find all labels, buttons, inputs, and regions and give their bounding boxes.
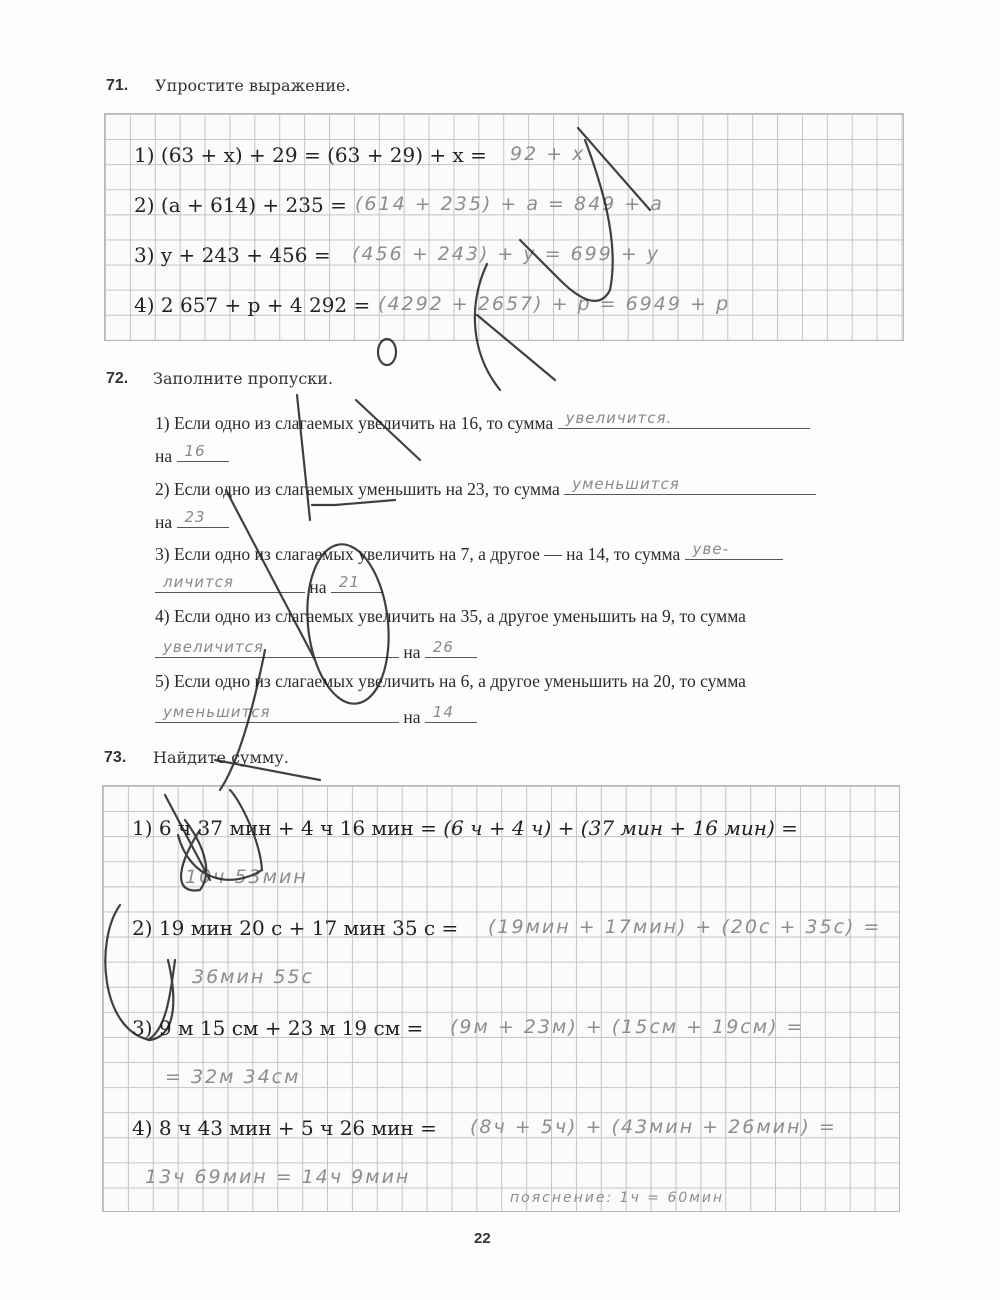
task-72-item-5: 5) Если одно из слагаемых увеличить на 6, а другое уменьшить на 20, то сумма [155,671,746,691]
task-73-number: 73. [104,749,127,766]
task-72-item-4: 4) Если одно из слагаемых увеличить на 35, а другое уменьшить на 9, то сумма [155,606,746,626]
task-72-title: Заполните пропуски. [153,369,334,388]
task-73-item-3-expansion: (9м + 23м) + (15см + 19см) = [450,1016,805,1038]
task-72-item-2-num-blank[interactable] [177,509,229,528]
task-73-item-1-expansion: (6 ч + 4 ч) + (37 мин + 16 мин) = [443,816,798,840]
task-73-item-4-printed: 4) 8 ч 43 мин + 5 ч 26 мин = [132,1116,437,1140]
task-72-item-4-word-answer: увеличится [163,638,264,656]
task-72-item-2-text: 2) Если одно из слагаемых уменьшить на 23, то сумма [155,479,560,499]
task-72-item-1-num-blank[interactable] [177,443,229,462]
task-73-item-3-printed: 3) 9 м 15 см + 23 м 19 см = [132,1016,424,1040]
task-73-grid [102,785,900,1212]
task-72-item-3-word-blank-1[interactable] [685,541,783,560]
task-72-item-1 [155,410,810,434]
task-72-item-3-num-answer: 21 [338,573,360,591]
task-73-item-4-result: 13ч 69мин = 14ч 9мин [145,1166,411,1188]
task-72-item-2-na: на [155,512,173,532]
task-72-item-2-word-blank[interactable] [564,476,816,495]
task-72-item-1-word-blank[interactable] [558,410,810,429]
task-71-item-1-answer: 92 + x [510,143,586,165]
task-71-number: 71. [106,77,129,94]
task-72-item-1-text: 1) Если одно из слагаемых увеличить на 16, то сумма [155,413,554,433]
task-72-item-3-na: на [309,577,327,597]
task-73-item-3-result: = 32м 34см [165,1066,301,1088]
task-71-title: Упростите выражение. [155,76,351,95]
task-73-item-1-printed [132,816,798,840]
task-72-item-4-line2 [155,639,477,663]
task-71-item-3-printed: 3) y + 243 + 456 = [134,243,331,267]
task-71-item-4-answer: (4292 + 2657) + p = 6949 + p [378,293,731,315]
task-71-item-4-printed: 4) 2 657 + p + 4 292 = [134,293,371,317]
task-72-item-3-text: 3) Если одно из слагаемых увеличить на 7, а другое — на 14, то сумма [155,544,681,564]
task-73-item-2-result: 36мин 55с [192,966,314,988]
task-72-item-1-line2 [155,443,229,467]
task-72-item-2-word-answer: уменьшится [572,475,680,493]
task-73-title: Найдите сумму. [153,748,289,767]
task-73-item-2-expansion: (19мин + 17мин) + (20с + 35с) = [488,916,882,938]
task-72-item-5-word-answer: уменьшится [163,703,271,721]
task-72-item-1-na: на [155,446,173,466]
task-73-item-1-result: 10ч 53мин [185,866,308,888]
task-73-item-2-printed: 2) 19 мин 20 с + 17 мин 35 с = [132,916,459,940]
task-73-item-4-expansion: (8ч + 5ч) + (43мин + 26мин) = [470,1116,837,1138]
task-71-item-2-answer: (614 + 235) + a = 849 + a [355,193,664,215]
task-72-item-2-line2 [155,509,229,533]
task-72-item-4-num-answer: 26 [432,638,454,656]
task-72-item-5-word-blank[interactable] [155,704,399,723]
task-71-item-1-printed: 1) (63 + x) + 29 = (63 + 29) + x = [134,143,487,167]
task-73-item-4-note: пояснение: 1ч = 60мин [510,1190,725,1206]
task-72-item-1-num-answer: 16 [184,442,206,460]
task-72-item-3-num-blank[interactable] [331,574,383,593]
task-72-item-4-num-blank[interactable] [425,639,477,658]
task-72-item-3-line2 [155,574,383,598]
task-72-item-4-word-blank[interactable] [155,639,399,658]
task-72-item-5-na: на [403,707,421,727]
task-71-item-2-printed: 2) (a + 614) + 235 = [134,193,347,217]
task-72-item-5-num-blank[interactable] [425,704,477,723]
task-72-item-4-na: на [403,642,421,662]
task-72-item-2 [155,476,816,500]
task-72-item-5-num-answer: 14 [432,703,454,721]
task-72-item-3-word-blank-2[interactable] [155,574,305,593]
task-72-item-2-num-answer: 23 [184,508,206,526]
task-72-item-5-line2 [155,704,477,728]
task-71-item-3-answer: (456 + 243) + y = 699 + y [352,243,661,265]
task-72-item-3-word-answer-1: уве- [692,540,729,558]
task-73-item-1-left: 1) 6 ч 37 мин + 4 ч 16 мин = [132,816,437,840]
task-72-item-3-word-answer-2: личится [163,573,234,591]
task-72-number: 72. [106,370,129,387]
page-number: 22 [474,1230,491,1247]
task-72-item-3 [155,541,783,565]
task-72-item-1-word-answer: увеличится. [565,409,673,427]
